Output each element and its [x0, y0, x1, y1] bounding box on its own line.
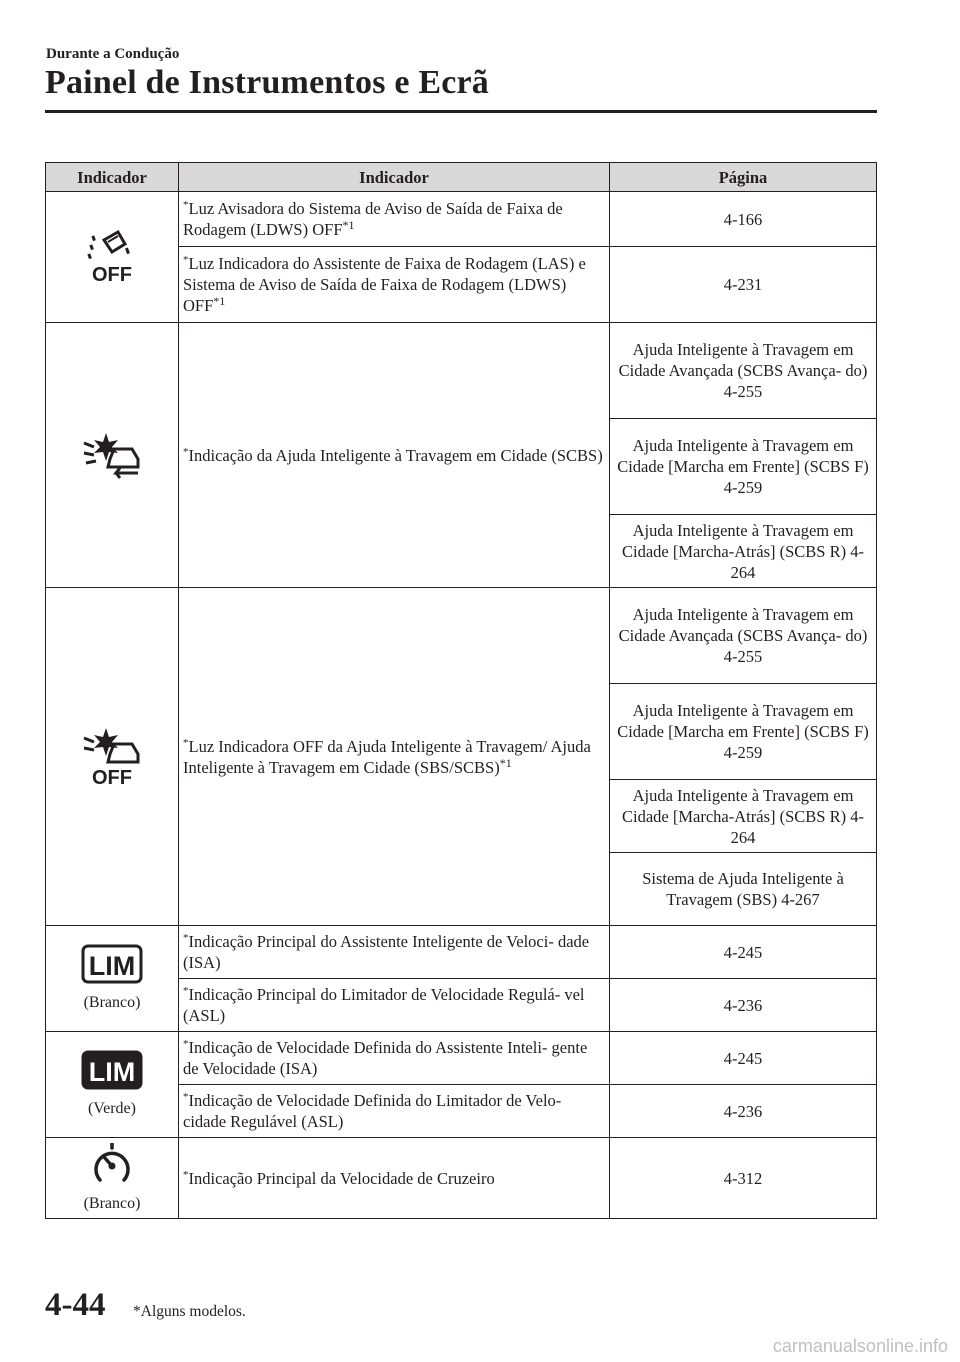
svg-text:LIM: LIM: [88, 951, 136, 981]
lane-departure-off-icon: [82, 228, 142, 286]
speed-limiter-icon: [81, 944, 143, 984]
page-reference: 4-236: [610, 1085, 877, 1138]
footnote: *Alguns modelos.: [133, 1303, 246, 1320]
table-header-row: [46, 163, 877, 192]
page-reference: 4-245: [610, 1032, 877, 1085]
page-reference: 4-166: [610, 192, 877, 247]
icon-color-caption: (Branco): [83, 994, 141, 1011]
icon-cell: [46, 588, 179, 926]
table-row: [46, 192, 877, 247]
page-reference: 4-245: [610, 926, 877, 979]
page-reference: Ajuda Inteligente à Travagem em Cidade [Marcha-Atrás] (SCBS R) 4-264: [610, 780, 877, 853]
page-reference: 4-231: [610, 247, 877, 323]
indicator-description: *Indicação da Ajuda Inteligente à Travagem em Cidade (SCBS): [179, 323, 610, 588]
icon-cell: [46, 926, 179, 1032]
indicator-table: [45, 162, 877, 1219]
page-number: 4-44: [45, 1287, 106, 1323]
page-reference: Ajuda Inteligente à Travagem em Cidade [Marcha em Frente] (SCBS F) 4-259: [610, 419, 877, 515]
indicator-description: *Indicação Principal da Velocidade de Cruzeiro: [179, 1138, 610, 1219]
icon-cell: [46, 323, 179, 588]
column-header-indicator-name: Indicador: [179, 163, 610, 192]
page-reference: 4-312: [610, 1138, 877, 1219]
indicator-description: *Indicação de Velocidade Definida do Assistente Inteli- gente de Velocidade (ISA): [179, 1032, 610, 1085]
icon-cell: [46, 1138, 179, 1219]
watermark: carmanualsonline.info: [772, 1336, 948, 1356]
page-reference: Ajuda Inteligente à Travagem em Cidade [Marcha em Frente] (SCBS F) 4-259: [610, 684, 877, 780]
icon-color-caption: (Verde): [88, 1100, 136, 1117]
svg-text:OFF: OFF: [92, 766, 132, 788]
cruise-control-icon: [90, 1143, 134, 1185]
icon-cell: [46, 1032, 179, 1138]
table-row: [46, 1138, 877, 1219]
indicator-description: *Indicação Principal do Assistente Inteligente de Veloci- dade (ISA): [179, 926, 610, 979]
table-row: [46, 588, 877, 684]
section-title: Durante a Condução: [46, 46, 180, 62]
table-row: [46, 926, 877, 979]
column-header-page: Página: [610, 163, 877, 192]
icon-cell: [46, 192, 179, 323]
column-header-indicator-icon: Indicador: [46, 163, 179, 192]
svg-text:OFF: OFF: [92, 264, 132, 286]
table-row: [46, 323, 877, 419]
icon-color-caption: (Branco): [83, 1194, 141, 1212]
svg-text:LIM: LIM: [88, 1057, 136, 1087]
speed-limiter-icon: [81, 1050, 143, 1090]
indicator-description: *Luz Indicadora do Assistente de Faixa de Rodagem (LAS) e Sistema de Aviso de Saída de Faixa de Rodagem (LDWS) OFF$^{*1}$: [179, 247, 610, 323]
table-row: [46, 1032, 877, 1085]
page-reference: Sistema de Ajuda Inteligente à Travagem (SBS) 4-267: [610, 853, 877, 926]
indicator-description: *Indicação de Velocidade Definida do Limitador de Velo- cidade Regulável (ASL): [179, 1085, 610, 1138]
page-reference: Ajuda Inteligente à Travagem em Cidade Avançada (SCBS Avança- do) 4-255: [610, 588, 877, 684]
title-divider: [45, 110, 877, 113]
indicator-description: *Luz Avisadora do Sistema de Aviso de Saída de Faixa de Rodagem (LDWS) OFF$^{*1}$: [179, 192, 610, 247]
page-reference: Ajuda Inteligente à Travagem em Cidade Avançada (SCBS Avança- do) 4-255: [610, 323, 877, 419]
indicator-description: *Indicação Principal do Limitador de Velocidade Regulá- vel (ASL): [179, 979, 610, 1032]
indicator-description: *Luz Indicadora OFF da Ajuda Inteligente à Travagem/ Ajuda Inteligente à Travagem em Cidade (SBS/SCBS)$^{*1}$: [179, 588, 610, 926]
city-brake-off-icon: [80, 726, 144, 788]
page-reference: Ajuda Inteligente à Travagem em Cidade [Marcha-Atrás] (SCBS R) 4-264: [610, 515, 877, 588]
page-reference: 4-236: [610, 979, 877, 1032]
city-brake-icon: [80, 431, 144, 479]
page-title: Painel de Instrumentos e Ecrã: [45, 64, 489, 101]
